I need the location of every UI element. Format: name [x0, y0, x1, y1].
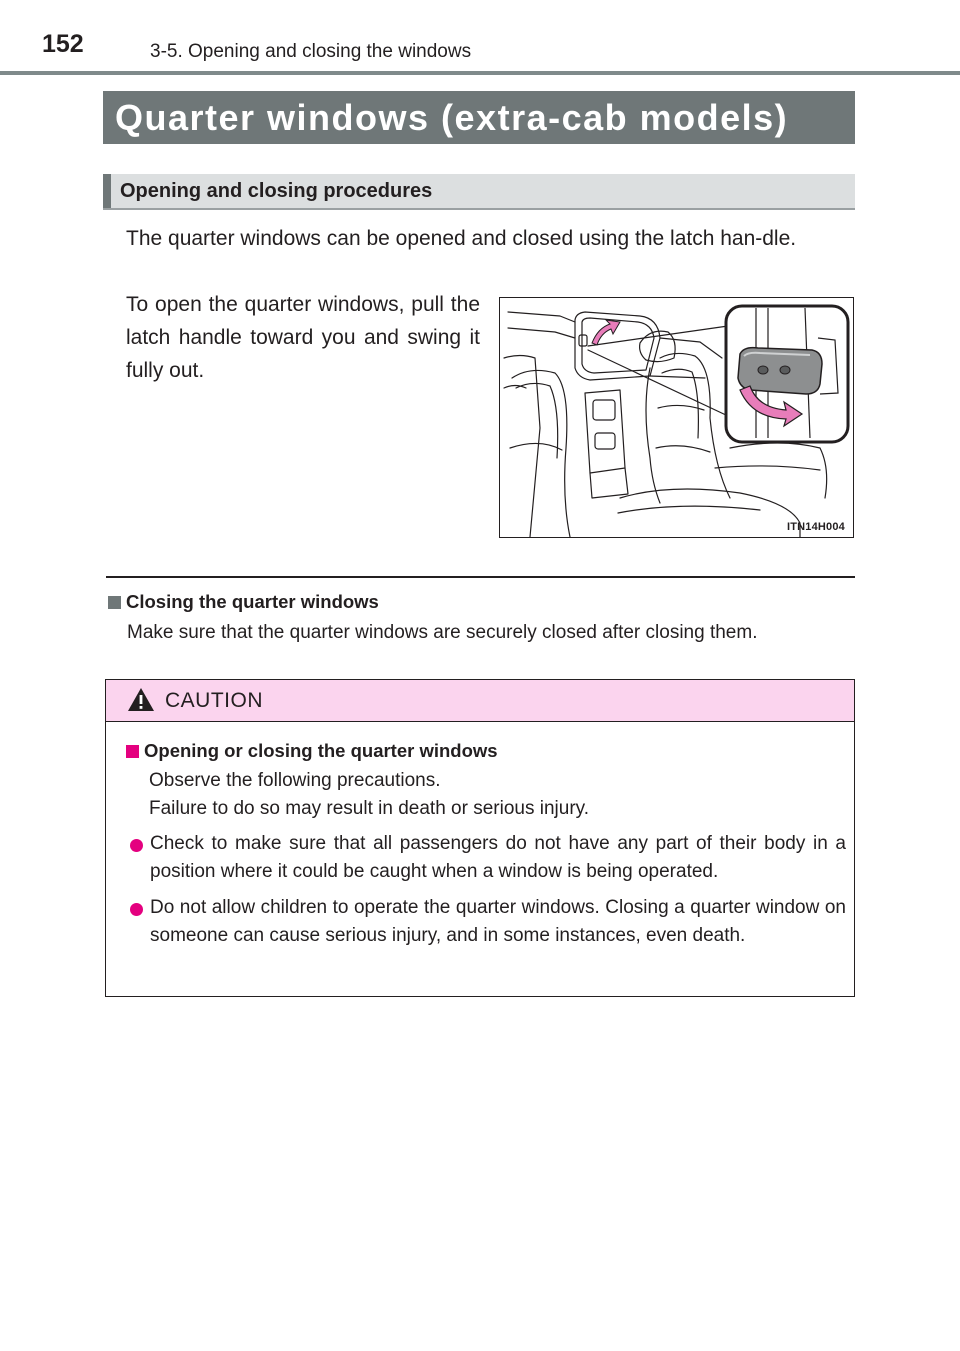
- round-bullet-icon: [130, 903, 143, 916]
- closing-body: Make sure that the quarter windows are securely closed after closing them.: [127, 622, 758, 643]
- caution-label: CAUTION: [165, 689, 263, 712]
- caution-bullet-text: Check to make sure that all passengers do not have any part of their body in a position where it could be caught when a window is being operated.: [150, 833, 846, 882]
- section-title: Quarter windows (extra-cab models): [103, 91, 855, 144]
- running-title: 3-5. Opening and closing the windows: [150, 41, 472, 62]
- square-bullet-icon: [108, 596, 121, 609]
- caution-heading-text: Opening or closing the quarter windows: [144, 740, 498, 761]
- caution-bullet-text: Do not allow children to operate the quarter windows. Closing a quarter window on someone can cause serious injury, and in some instances, even death.: [150, 897, 846, 946]
- closing-heading-text: Closing the quarter windows: [126, 591, 379, 612]
- caution-line-2: Failure to do so may result in death or serious injury.: [149, 798, 590, 819]
- instruction-paragraph: To open the quarter windows, pull the latch handle toward you and swing it fully out.: [126, 293, 480, 382]
- figure-code: ITN14H004: [786, 521, 845, 533]
- caution-header: [106, 680, 854, 722]
- subsection-bar: [103, 174, 855, 210]
- latch-handle-illustration: [499, 297, 854, 538]
- section-divider: [106, 576, 855, 578]
- subsection-title: Opening and closing procedures: [120, 180, 433, 202]
- square-bullet-icon: [126, 745, 139, 758]
- page-number: 152: [42, 30, 84, 58]
- round-bullet-icon: [130, 839, 143, 852]
- warning-triangle-icon: [127, 687, 155, 712]
- closing-heading: [108, 591, 379, 613]
- subsection-marker: [103, 174, 111, 208]
- caution-line-1: Observe the following precautions.: [149, 770, 441, 791]
- cab-interior-drawing: [500, 298, 853, 537]
- header-rule: [0, 71, 960, 75]
- caution-heading: [126, 740, 498, 762]
- intro-paragraph: The quarter windows can be opened and closed using the latch han-dle.: [126, 227, 797, 250]
